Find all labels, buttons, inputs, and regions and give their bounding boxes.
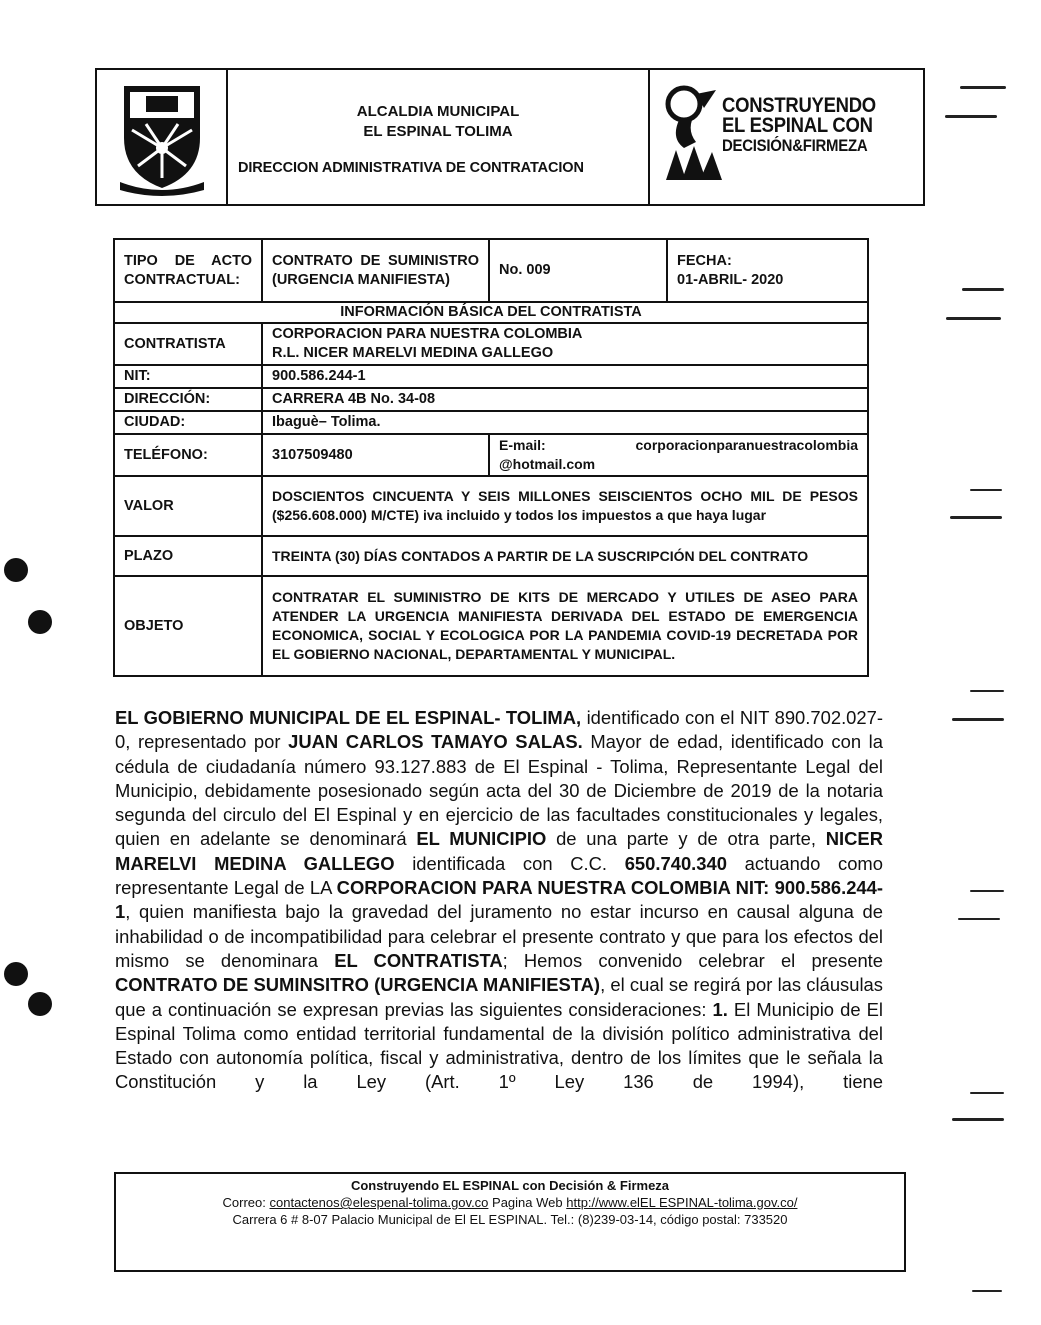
- party-el-municipio: EL MUNICIPIO: [416, 828, 547, 850]
- body-text: identificado con el NIT 890.702.027-0, representado por: [115, 707, 883, 753]
- page-footer: [114, 1172, 906, 1272]
- slogan-line-1: CONSTRUYENDO: [722, 94, 876, 117]
- direccion-value: CARRERA 4B No. 34-08: [262, 388, 868, 411]
- contractor-corp: CORPORACION PARA NUESTRA COLOMBIA NIT: 900.586.244-1: [115, 877, 884, 923]
- slogan-line-3: DECISIÓN&FIRMEZA: [722, 136, 868, 155]
- department-name: DIRECCION ADMINISTRATIVA DE CONTRATACION: [238, 160, 584, 176]
- margin-mark: [952, 718, 1004, 721]
- punch-hole: [28, 610, 52, 634]
- body-text: , el cual se regirá por las cláusulas que a continuación se expresan previas las siguientes consideraciones:: [115, 974, 883, 1020]
- margin-mark: [950, 516, 1002, 519]
- body-text: de una parte y de otra parte,: [546, 828, 826, 850]
- shield-cell: [97, 70, 228, 204]
- contract-number: No. 009: [489, 239, 667, 302]
- margin-mark: [952, 1118, 1004, 1121]
- municipality-name: [228, 102, 648, 142]
- tipo-label: TIPO DE ACTO CONTRACTUAL:: [114, 239, 262, 302]
- valor-label: VALOR: [114, 476, 262, 536]
- fecha-label: FECHA:: [677, 252, 732, 269]
- margin-mark: [972, 1290, 1002, 1292]
- table-row: [114, 576, 868, 676]
- table-row: [114, 302, 868, 323]
- margin-mark: [970, 1092, 1004, 1094]
- footer-address: Carrera 6 # 8-07 Palacio Municipal de El EL ESPINAL. Tel.: (8)239-03-14, código postal: 733520: [232, 1212, 788, 1227]
- slogan-cell: [650, 70, 923, 204]
- tipo-value: CONTRATO DE SUMINISTRO (URGENCIA MANIFIESTA): [262, 239, 489, 302]
- direccion-label: DIRECCIÓN:: [114, 388, 262, 411]
- punch-hole: [4, 962, 28, 986]
- contratista-line-2: R.L. NICER MARELVI MEDINA GALLEGO: [272, 345, 554, 361]
- table-row: [114, 434, 868, 476]
- nit-label: NIT:: [114, 365, 262, 388]
- contractor-rep-name: NICER MARELVI MEDINA GALLEGO: [115, 828, 883, 874]
- body-paragraph: [115, 706, 883, 1095]
- contract-info-table: [113, 238, 869, 677]
- telefono-value: 3107509480: [262, 434, 489, 476]
- municipality-line-2: EL ESPINAL TOLIMA: [363, 123, 513, 140]
- margin-mark: [946, 317, 1001, 320]
- consideration-number: 1.: [712, 998, 728, 1020]
- footer-web-link[interactable]: http://www.elEL ESPINAL-tolima.gov.co/: [566, 1195, 798, 1210]
- table-row: [114, 411, 868, 434]
- margin-mark: [958, 918, 1000, 920]
- body-text: Mayor de edad, identificado con la cédula de ciudadanía número 93.127.883 de El Espinal - Tolima, Representante Legal del Municipio, debidamente posesionado según acta del 30 de Diciembre de 2019 de la notaria segunda del circulo del El Espinal y en ejercicio de las facultades constitucionales y legales, quien en adelante se denominará: [115, 731, 883, 850]
- table-row: [114, 323, 868, 365]
- plazo-value: TREINTA (30) DÍAS CONTADOS A PARTIR DE LA SUSCRIPCIÓN DEL CONTRATO: [262, 536, 868, 576]
- table-row: [114, 365, 868, 388]
- ciudad-label: CIUDAD:: [114, 411, 262, 434]
- table-row: [114, 536, 868, 576]
- body-text: identificada con C.C.: [394, 852, 625, 874]
- section-title: INFORMACIÓN BÁSICA DEL CONTRATISTA: [114, 302, 868, 323]
- footer-correo-label: Correo:: [222, 1195, 270, 1210]
- punch-hole: [28, 992, 52, 1016]
- margin-mark: [970, 890, 1004, 892]
- footer-web-label: Pagina Web: [488, 1195, 567, 1210]
- municipal-shield-icon: [116, 78, 208, 196]
- punch-hole: [4, 558, 28, 582]
- margin-mark: [945, 115, 997, 118]
- contratista-value: [262, 323, 868, 365]
- document-header: [95, 68, 925, 206]
- footer-slogan: Construyendo EL ESPINAL con Decisión & Firmeza: [350, 1178, 670, 1193]
- margin-mark: [960, 86, 1006, 89]
- telefono-label: TELÉFONO:: [114, 434, 262, 476]
- party-municipality: EL GOBIERNO MUNICIPAL DE EL ESPINAL- TOLIMA,: [115, 707, 582, 728]
- margin-mark: [970, 489, 1002, 491]
- slogan: [722, 96, 876, 156]
- mayor-name: JUAN CARLOS TAMAYO SALAS.: [288, 731, 583, 753]
- party-el-contratista: EL CONTRATISTA: [334, 949, 503, 971]
- table-row: [114, 476, 868, 536]
- fecha-value: 01-ABRIL- 2020: [677, 271, 784, 288]
- margin-mark: [962, 288, 1004, 291]
- body-text: actuando como representante Legal de LA: [115, 852, 883, 899]
- table-row: [114, 388, 868, 411]
- municipality-line-1: ALCALDIA MUNICIPAL: [356, 103, 520, 120]
- body-text: El Municipio de El Espinal Tolima como entidad territorial fundamental de la división político administrativa del Estado con autonomía política, fiscal y administrativa, dentro de los límites que le señala la Constitución y la Ley (Art. 1º Ley 136 de 1994), tiene: [115, 998, 883, 1093]
- valor-value: DOSCIENTOS CINCUENTA Y SEIS MILLONES SEISCIENTOS OCHO MIL DE PESOS ($256.608.000) M/CTE) iva incluido y todos los impuestos a que haya lugar: [262, 476, 868, 536]
- table-row: [114, 239, 868, 302]
- body-text: , quien manifiesta bajo la gravedad del juramento no estar incurso en causal alguna de inhabilidad o de incompatibilidad para celebrar el presente contrato y que para los efectos del mismo se denominara: [115, 901, 883, 971]
- contract-type: CONTRATO DE SUMINSITRO (URGENCIA MANIFIESTA): [115, 974, 601, 996]
- objeto-label: OBJETO: [114, 576, 262, 676]
- contractor-cc: 650.740.340: [624, 852, 727, 874]
- slogan-line-2: EL ESPINAL CON: [722, 114, 873, 137]
- footer-email-link[interactable]: contactenos@elespenal-tolima.gov.co: [269, 1195, 489, 1210]
- municipality-cell: [228, 70, 650, 204]
- ciudad-value: Ibaguè– Tolima.: [262, 411, 868, 434]
- plazo-label: PLAZO: [114, 536, 262, 576]
- objeto-value: CONTRATAR EL SUMINISTRO DE KITS DE MERCADO Y UTILES DE ASEO PARA ATENDER LA URGENCIA MANIFIESTA DERIVADA DEL ESTADO DE EMERGENCIA ECONOMICA, SOCIAL Y ECOLOGICA POR LA PANDEMIA COVID-19 DECRETADA POR EL GOBIERNO NACIONAL, DEPARTAMENTAL Y MUNICIPAL.: [262, 576, 868, 676]
- contratista-line-1: CORPORACION PARA NUESTRA COLOMBIA: [272, 326, 583, 342]
- footer-contact-line: [116, 1194, 904, 1211]
- contratista-label: CONTRATISTA: [114, 323, 262, 365]
- contract-body: [115, 706, 883, 1095]
- body-text: ; Hemos convenido celebrar el presente: [502, 949, 884, 971]
- fecha-cell: [667, 239, 868, 302]
- email-value: E-mail: corporacionparanuestracolombia @hotmail.com: [489, 434, 868, 476]
- margin-mark: [970, 690, 1004, 692]
- bird-logo-icon: [660, 82, 726, 182]
- nit-value: 900.586.244-1: [262, 365, 868, 388]
